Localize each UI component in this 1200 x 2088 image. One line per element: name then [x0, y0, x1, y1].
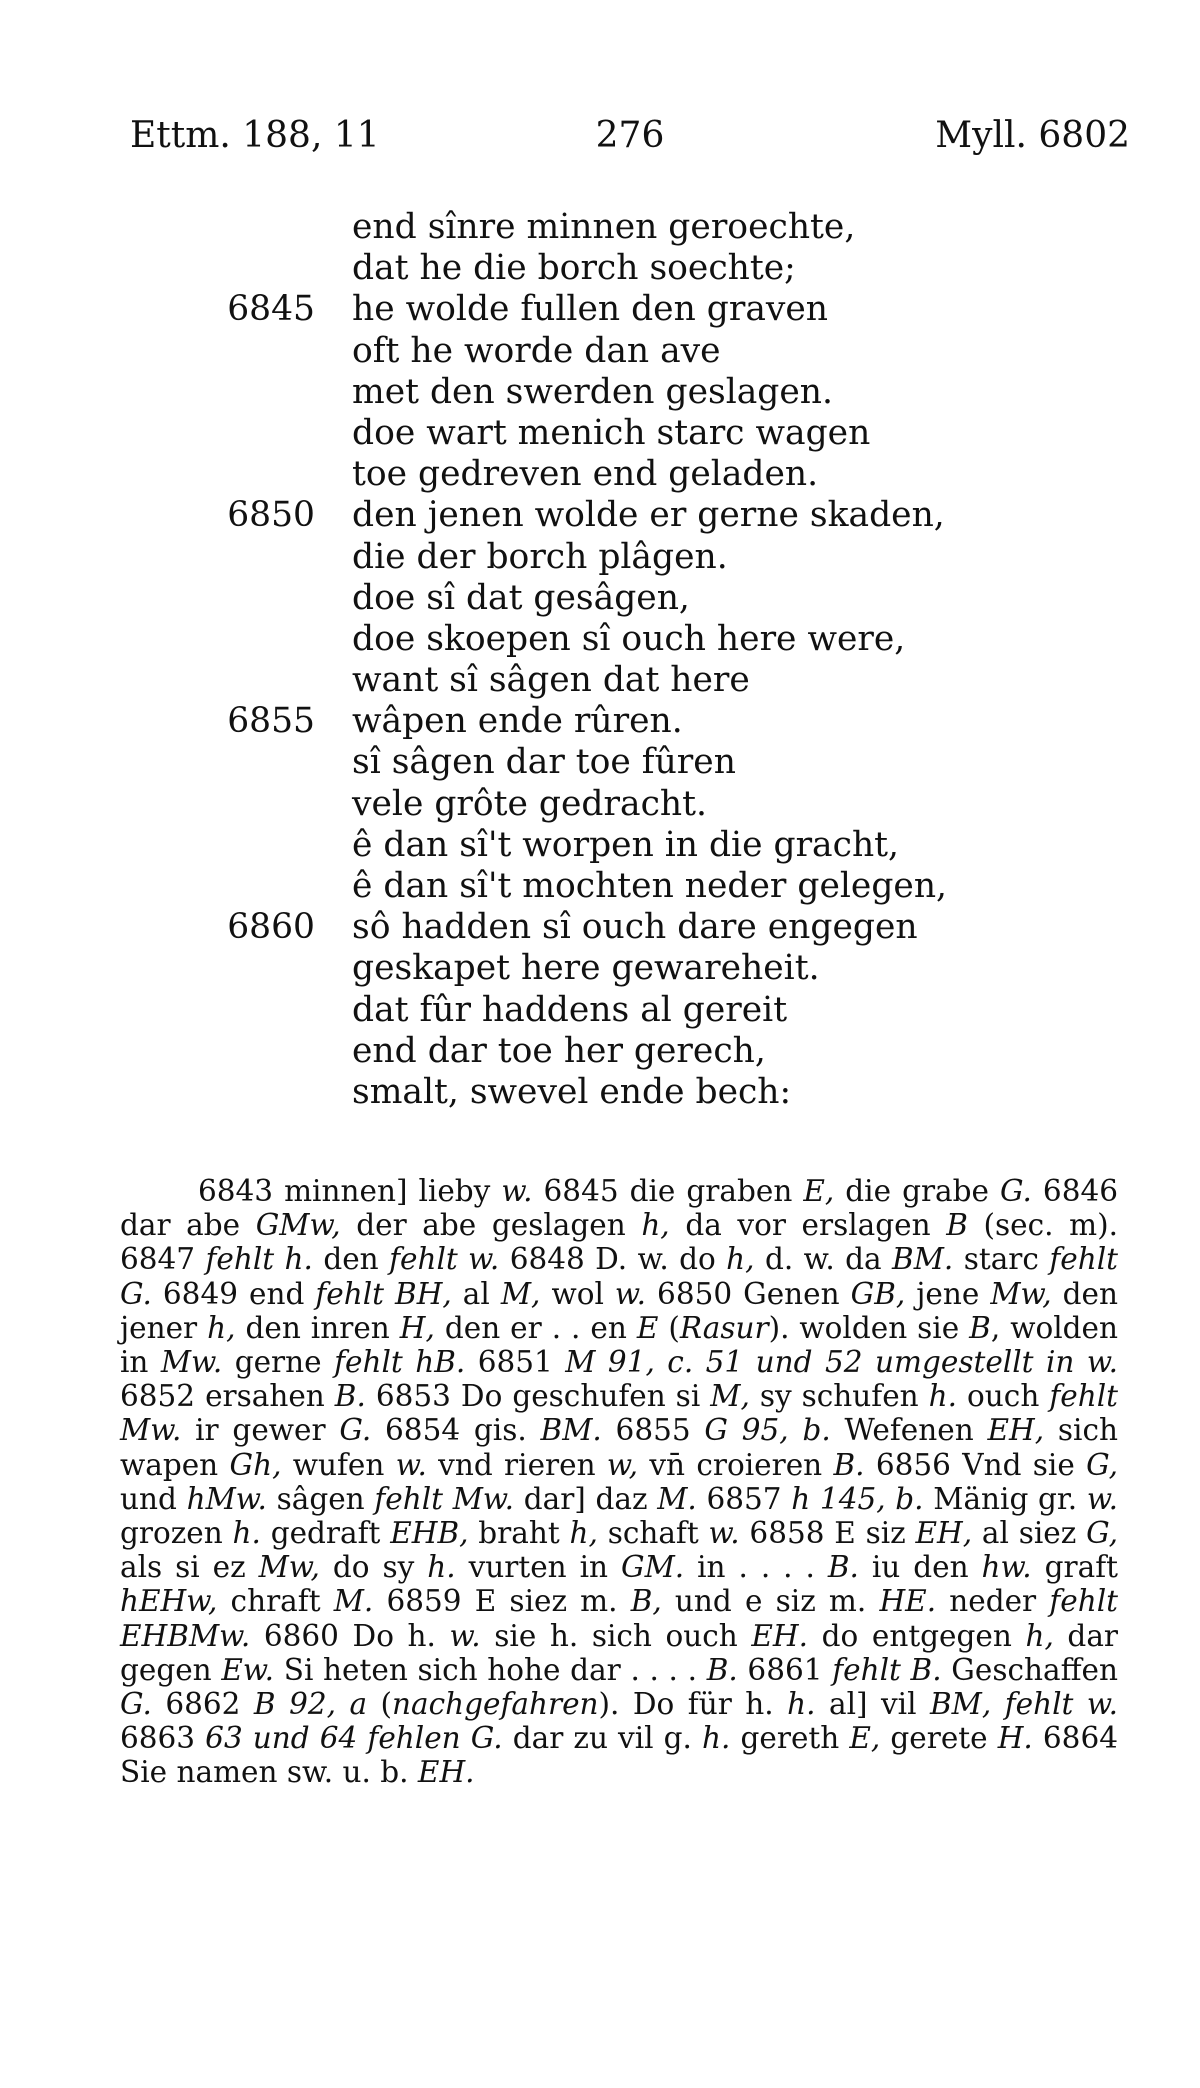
verse-text: ê dan sî't worpen in die gracht, — [352, 824, 899, 865]
apparatus-siglum: w. — [449, 1618, 481, 1653]
apparatus-text: als si ez — [120, 1550, 259, 1585]
verse-line — [0, 990, 1200, 1031]
apparatus-siglum: fehlt B. — [832, 1652, 942, 1687]
apparatus-siglum: fehlt Mw. — [120, 1379, 1118, 1448]
apparatus-text: (sec. m). 6847 — [120, 1208, 1118, 1277]
verse-line — [0, 784, 1200, 825]
verse-line — [0, 948, 1200, 989]
apparatus-text: da vor erslagen — [669, 1208, 947, 1243]
apparatus-text: vurten in — [455, 1550, 622, 1585]
apparatus-text: ir gewer — [181, 1413, 340, 1448]
apparatus-siglum: Ew. — [221, 1652, 275, 1687]
apparatus-siglum: fehlt G. — [120, 1242, 1118, 1311]
verse-text: doe sî dat gesâgen, — [352, 577, 690, 618]
apparatus-text: chraft — [217, 1584, 334, 1619]
apparatus-siglum: h. — [702, 1721, 731, 1756]
apparatus-siglum: nachgefahren — [392, 1687, 599, 1722]
apparatus-siglum: B 92, a — [253, 1687, 368, 1722]
apparatus-text: sy schufen — [749, 1379, 929, 1414]
apparatus-siglum: GMw, — [255, 1208, 341, 1243]
apparatus-text: schaft — [597, 1516, 709, 1551]
apparatus-text: dar zu vil g. — [502, 1721, 703, 1756]
apparatus-siglum: M. — [333, 1584, 374, 1619]
verse-text-block — [0, 207, 1200, 1113]
apparatus-text: al] vil — [815, 1687, 930, 1722]
apparatus-text: Si heten sich hohe dar . . . . — [274, 1652, 707, 1687]
verse-text: den jenen wolde er gerne skaden, — [352, 495, 945, 536]
apparatus-siglum: B — [946, 1208, 968, 1243]
apparatus-text: ouch — [957, 1379, 1050, 1414]
apparatus-siglum: EH. — [417, 1755, 475, 1790]
verse-text: ê dan sî't mochten neder gelegen, — [352, 866, 948, 906]
apparatus-siglum: E, — [849, 1721, 881, 1756]
apparatus-text: die grabe — [834, 1174, 1000, 1208]
apparatus-text: 6859 E siez m. — [373, 1584, 631, 1619]
apparatus-text: gedraft — [260, 1516, 391, 1551]
verse-line — [0, 660, 1200, 701]
apparatus-text: 6850 Genen — [646, 1276, 851, 1311]
apparatus-siglum: B. — [334, 1379, 366, 1414]
apparatus-siglum: hw. — [981, 1550, 1032, 1585]
apparatus-text: do entgegen — [808, 1618, 1026, 1653]
line-number: 6850 — [227, 495, 315, 536]
verse-text: met den swerden geslagen. — [352, 371, 833, 412]
apparatus-siglum: Mw. — [160, 1345, 223, 1380]
verse-line — [0, 1072, 1200, 1113]
apparatus-siglum: GM. — [621, 1550, 685, 1585]
apparatus-siglum: w, — [606, 1447, 639, 1482]
running-header — [130, 112, 1130, 160]
verse-text: sî sâgen dar toe fûren — [352, 742, 736, 783]
verse-line — [0, 578, 1200, 619]
apparatus-siglum: w. — [395, 1447, 427, 1482]
apparatus-siglum: fehlt EHBMw. — [120, 1584, 1118, 1653]
apparatus-siglum: B. — [706, 1652, 738, 1687]
apparatus-text: gerete — [880, 1721, 998, 1756]
apparatus-text: Geschaffen — [941, 1652, 1118, 1687]
apparatus-text: den inren — [235, 1310, 400, 1345]
apparatus-siglum: M. — [657, 1481, 697, 1516]
verse-text: geskapet here gewareheit. — [352, 948, 820, 989]
apparatus-text: 6848 D. w. do — [499, 1242, 727, 1277]
apparatus-text: , wolden in — [120, 1310, 1118, 1380]
apparatus-text: Mänig gr. — [923, 1481, 1087, 1516]
apparatus-text: 6846 dar abe — [120, 1174, 1118, 1243]
apparatus-siglum: Gh, — [229, 1447, 282, 1482]
apparatus-text: 6864 Sie namen sw. u. b. — [120, 1721, 1118, 1790]
apparatus-text: 6863 — [120, 1721, 206, 1756]
apparatus-siglum: fehlt h. — [205, 1242, 313, 1277]
apparatus-text: sâgen — [266, 1481, 375, 1516]
verse-line — [0, 825, 1200, 866]
apparatus-text: 6853 Do geschufen si — [365, 1379, 711, 1414]
apparatus-text: graft — [1031, 1550, 1118, 1585]
apparatus-siglum: h. — [928, 1379, 958, 1414]
verse-text: doe skoepen sî ouch here were, — [352, 618, 906, 659]
page-number: 276 — [595, 115, 665, 156]
apparatus-text: do sy — [319, 1550, 428, 1585]
apparatus-siglum: BM. — [540, 1413, 602, 1448]
apparatus-siglum: GB, — [850, 1276, 906, 1311]
apparatus-text: 6856 Vnd sie — [864, 1447, 1087, 1482]
apparatus-text: den er . . en — [434, 1310, 637, 1345]
apparatus-siglum: BM. — [892, 1242, 954, 1277]
verse-line — [0, 866, 1200, 907]
apparatus-siglum: h, — [726, 1242, 755, 1277]
verse-text: wâpen ende rûren. — [352, 701, 683, 742]
apparatus-siglum: G, — [1086, 1447, 1119, 1482]
apparatus-siglum: EH. — [751, 1618, 809, 1653]
apparatus-siglum: h. — [787, 1687, 816, 1722]
apparatus-siglum: G, — [1086, 1516, 1118, 1551]
verse-line — [0, 1031, 1200, 1072]
apparatus-siglum: w. — [501, 1174, 533, 1208]
apparatus-siglum: E, — [803, 1174, 835, 1208]
apparatus-text: 6857 — [696, 1481, 792, 1516]
verse-line — [0, 495, 1200, 536]
verse-text: sô hadden sî ouch dare engegen — [352, 907, 918, 948]
apparatus-siglum: G. — [1000, 1174, 1032, 1208]
apparatus-text: 6861 — [737, 1652, 833, 1687]
apparatus-siglum: hMw. — [186, 1481, 267, 1516]
apparatus-siglum: h, — [569, 1516, 598, 1551]
verse-text: want sî sâgen dat here — [352, 660, 750, 701]
apparatus-text: ). wolden sie — [768, 1310, 970, 1345]
apparatus-text: den — [312, 1242, 390, 1277]
apparatus-text: 6843 minnen] lieby — [198, 1174, 502, 1208]
apparatus-text: starc — [953, 1242, 1050, 1277]
verse-text: he wolde fullen den graven — [352, 289, 829, 330]
apparatus-siglum: h 145, b. — [791, 1481, 924, 1516]
apparatus-siglum: G. — [339, 1413, 372, 1448]
apparatus-siglum: h, — [641, 1208, 670, 1243]
apparatus-text: jene — [905, 1276, 991, 1311]
apparatus-siglum: fehlt Mw. — [374, 1481, 515, 1516]
apparatus-siglum: EH, — [987, 1413, 1045, 1448]
verse-line — [0, 248, 1200, 289]
apparatus-text — [991, 1687, 1004, 1721]
verse-text: oft he worde dan ave — [352, 330, 721, 371]
apparatus-siglum: EH, — [915, 1516, 973, 1551]
verse-line — [0, 454, 1200, 495]
apparatus-siglum: M 91, c. 51 und 52 umgestellt in w. — [565, 1345, 1118, 1380]
apparatus-siglum: B. — [833, 1447, 865, 1482]
apparatus-text: gerne — [222, 1345, 335, 1380]
apparatus-siglum: E — [636, 1310, 659, 1345]
verse-line — [0, 331, 1200, 372]
apparatus-siglum: G 95, b. — [704, 1413, 831, 1448]
apparatus-text: dar] daz — [514, 1481, 658, 1516]
apparatus-siglum: w. — [708, 1516, 740, 1551]
apparatus-text: ). Do für h. — [598, 1687, 788, 1722]
line-number: 6855 — [227, 701, 315, 742]
apparatus-text: iu den — [858, 1550, 982, 1585]
apparatus-text: al — [451, 1276, 501, 1311]
apparatus-siglum: B — [969, 1310, 991, 1345]
verse-line — [0, 907, 1200, 948]
apparatus-text: 6849 end — [151, 1276, 316, 1311]
apparatus-text: 6851 — [465, 1345, 566, 1380]
apparatus-siglum: w. — [614, 1276, 647, 1311]
apparatus-text: 6862 — [151, 1687, 254, 1722]
verse-text: die der borch plâgen. — [352, 536, 728, 577]
verse-text: doe wart menich starc wagen — [352, 412, 871, 453]
verse-line — [0, 537, 1200, 578]
verse-line — [0, 207, 1200, 248]
apparatus-siglum: w. — [1086, 1481, 1118, 1516]
apparatus-text: al siez — [972, 1516, 1087, 1551]
apparatus-siglum: h, — [1025, 1618, 1054, 1653]
apparatus-siglum: HE. — [879, 1584, 937, 1619]
apparatus-text: wol — [540, 1276, 615, 1311]
apparatus-text: grozen — [120, 1516, 233, 1551]
header-right-reference: Myll. 6802 — [935, 115, 1130, 156]
apparatus-siglum: M, — [500, 1276, 541, 1311]
apparatus-text: sie h. sich ouch — [480, 1618, 752, 1653]
apparatus-siglum: BM, — [930, 1687, 992, 1722]
verse-line — [0, 742, 1200, 783]
apparatus-siglum: EHB, — [390, 1516, 469, 1551]
verse-line — [0, 413, 1200, 454]
apparatus-text: ( — [658, 1310, 680, 1345]
verse-line — [0, 289, 1200, 330]
apparatus-siglum: fehlt BH, — [315, 1276, 452, 1311]
apparatus-text: 6854 gis. — [371, 1413, 541, 1448]
apparatus-text: vnd rieren — [426, 1447, 607, 1482]
apparatus-siglum: fehlt hB. — [334, 1345, 466, 1380]
line-number: 6860 — [227, 907, 315, 948]
verse-text: end sînre minnen geroechte, — [352, 207, 856, 247]
verse-text: end dar toe her gerech, — [352, 1030, 766, 1071]
apparatus-text: d. w. da — [754, 1242, 893, 1277]
apparatus-siglum: B, — [630, 1584, 662, 1619]
apparatus-siglum: h. — [427, 1550, 456, 1585]
apparatus-text: vn̄ croieren — [638, 1447, 834, 1482]
verse-line — [0, 701, 1200, 742]
verse-text: smalt, swevel ende bech: — [352, 1071, 792, 1112]
line-number: 6845 — [227, 289, 315, 330]
verse-text: dat fûr haddens al gereit — [352, 989, 788, 1030]
apparatus-siglum: G. — [120, 1687, 152, 1722]
apparatus-text: braht — [468, 1516, 570, 1551]
apparatus-text: in . . . . — [684, 1550, 828, 1585]
apparatus-text: 6860 Do h. — [250, 1618, 450, 1653]
apparatus-text: neder — [936, 1584, 1050, 1619]
verse-text: dat he die borch soechte; — [352, 248, 796, 289]
apparatus-siglum: h, — [207, 1310, 236, 1345]
apparatus-text: 6858 E siz — [739, 1516, 916, 1551]
apparatus-text: ( — [367, 1687, 393, 1722]
apparatus-siglum: fehlt w. — [389, 1242, 500, 1277]
verse-line — [0, 372, 1200, 413]
apparatus-text: 6845 die graben — [532, 1174, 804, 1208]
apparatus-text: der abe geslagen — [340, 1208, 642, 1243]
apparatus-text: den jener — [120, 1276, 1119, 1345]
apparatus-siglum: Rasur — [679, 1310, 769, 1345]
apparatus-siglum: hEHw, — [120, 1584, 218, 1619]
apparatus-paragraph — [120, 1174, 1118, 1790]
apparatus-siglum: B. — [827, 1550, 859, 1585]
critical-apparatus — [120, 1174, 1118, 1790]
apparatus-text: 6855 — [601, 1413, 705, 1448]
verse-text: toe gedreven end geladen. — [352, 454, 819, 495]
apparatus-text: gereth — [730, 1721, 850, 1756]
apparatus-siglum: M, — [710, 1379, 750, 1414]
apparatus-text: Wefenen — [830, 1413, 988, 1448]
header-left-reference: Ettm. 188, 11 — [130, 115, 380, 156]
apparatus-text: dar gegen — [120, 1618, 1119, 1687]
apparatus-siglum: Mw, — [258, 1550, 320, 1585]
apparatus-text: und — [120, 1481, 187, 1516]
apparatus-text: und e siz m. — [661, 1584, 880, 1619]
verse-text: vele grôte gedracht. — [352, 783, 707, 824]
apparatus-siglum: H. — [997, 1721, 1033, 1756]
apparatus-text: 6852 ersahen — [120, 1379, 335, 1414]
apparatus-siglum: fehlt w. — [1004, 1687, 1118, 1722]
apparatus-text: wufen — [281, 1447, 396, 1482]
apparatus-siglum: 63 und 64 fehlen G. — [205, 1721, 503, 1756]
verse-line — [0, 619, 1200, 660]
apparatus-siglum: H, — [399, 1310, 435, 1345]
apparatus-siglum: h. — [232, 1516, 261, 1551]
apparatus-text: sich wapen — [120, 1413, 1118, 1482]
apparatus-siglum: Mw, — [990, 1276, 1052, 1311]
